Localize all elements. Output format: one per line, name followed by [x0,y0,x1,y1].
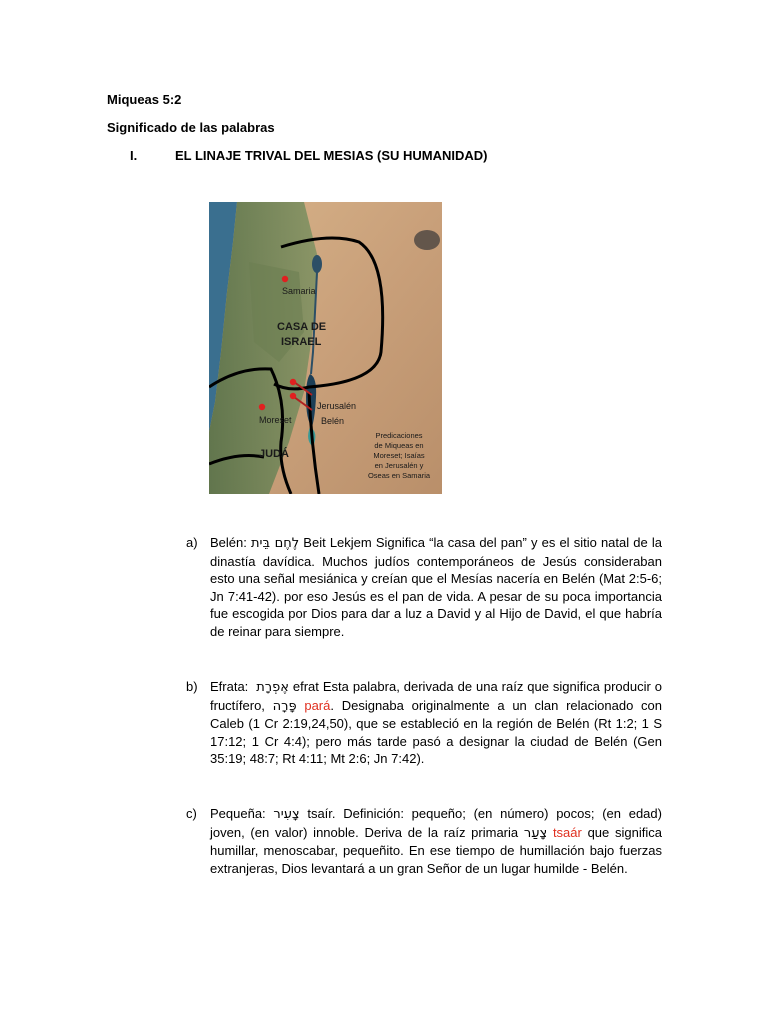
list-item-body [210,678,662,768]
list-item-body [210,805,662,877]
hebrew-term: אֶפְרָת [256,680,289,695]
map-caption [368,431,431,480]
svg-text:de Miqueas en: de Miqueas en [374,441,424,450]
definition-text: Beit Lekjem Significa “la casa del pan” y es el sitio natal de la dinastía davídica. Muchos judíos contemporáneos de Jesús consideraban esto una señal mesiánica y creían que el Mesías nacería en Belén (Mat 2:5-6; Jn 7:41-42). por eso Jesús es el pan de vida. A pesar de su poca importancia fue escogida por Dios para dar a luz a David y al Hijo de David, el que habría de reinar para siempre. [210,535,662,639]
term-label: Belén: [210,535,247,550]
list-item-belen [186,534,662,641]
document-title: Miqueas 5:2 [107,92,182,107]
list-item-efrata [186,678,662,768]
list-marker: c) [186,806,197,821]
svg-text:Oseas en Samaria: Oseas en Samaria [367,471,431,480]
map-lake [312,255,322,273]
map-label-moreset: Moreset [259,415,292,425]
marker-jerusalen [290,379,296,385]
list-item-pequena [186,805,662,877]
list-marker: b) [186,679,198,694]
svg-text:en Jerusalén y: en Jerusalén y [374,461,424,470]
term-label: Pequeña: [210,806,266,821]
definition-text-cont: que significa humillar, menoscabar, pequeñito. En ese tiempo de humillación bajo fuerzas extranjeras, Dios levantará a un gran Señor de un lugar humilde - Belén. [210,824,662,876]
marker-samaria [282,276,288,282]
section-number: I. [130,148,138,163]
hebrew-term: לֶחֶם בֵּית [251,536,300,551]
map-image [209,202,442,494]
definition-text-cont: . Designaba originalmente a un clan relacionado con Caleb (1 Cr 2:19,24,50), que se estableció en la región de Belén (Rt 1:2; 1 S 17:12; 1 Cr 4:4); pero más tarde pasó a designar la ciudad de Belén (Gen 35:19; 48:7; Rt 4:11; Mt 2:6; Jn 7:42). [210,697,662,767]
map-label-casa-de: CASA DE [277,321,327,333]
map-label-jerusalen: Jerusalén [317,401,357,411]
term-label: Efrata: [210,679,249,694]
map-label-belen: Belén [321,416,345,426]
marker-belen [290,393,296,399]
hebrew-root: צָעַר [523,825,548,841]
hebrew-term: צָעִיר [273,807,300,822]
definition-text: efrat Esta palabra, derivada de una raíz que significa producir o fructífero, [210,679,662,713]
hebrew-root: פָּרָה [272,698,297,714]
map-label-samaria: Samaria [282,286,316,296]
definition-text: tsaír. Definición: pequeño; (en número) pocos; (en edad) joven, (en valor) innoble. Deriva de la raíz primaria [210,806,662,840]
transliteration-highlight: pará [304,697,331,713]
svg-text:Predicaciones: Predicaciones [375,431,423,440]
document-subtitle: Significado de las palabras [107,120,275,135]
svg-text:Moreset; Isaías: Moreset; Isaías [373,451,425,460]
map-label-israel: ISRAEL [281,336,322,348]
map-label-juda: JUDÁ [259,448,289,460]
transliteration-highlight: tsaár [552,824,582,840]
section-title: EL LINAJE TRIVAL DEL MESIAS (SU HUMANIDAD) [175,148,488,163]
list-item-body [210,534,662,641]
marker-moreset [259,404,265,410]
list-marker: a) [186,535,198,550]
